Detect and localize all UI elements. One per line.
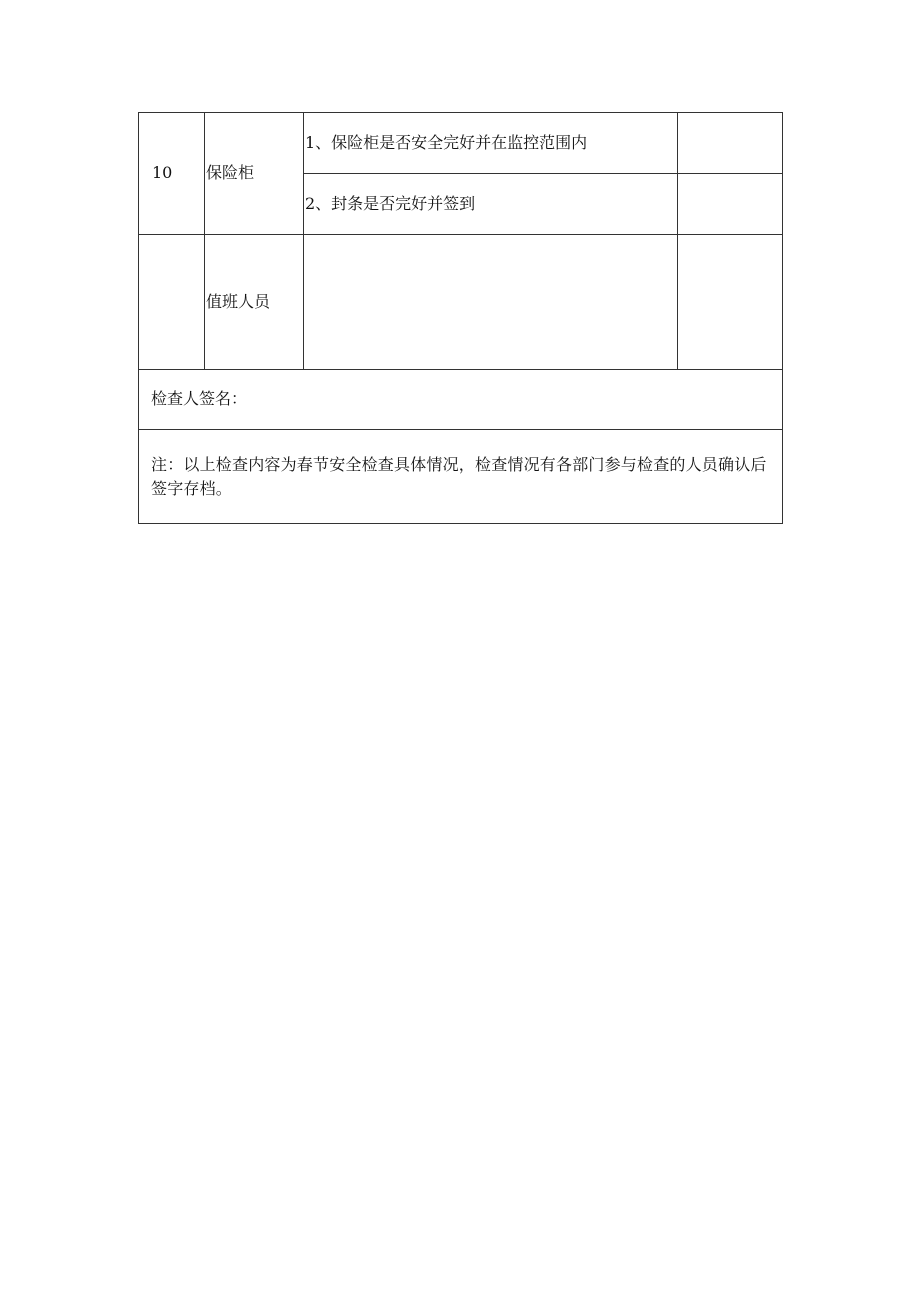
note-cell: 注：以上检查内容为春节安全检查具体情况，检查情况有各部门参与检查的人员确认后签字存档。 — [139, 430, 783, 524]
result-cell[interactable] — [678, 174, 783, 235]
table-row — [139, 430, 783, 524]
table-row — [139, 113, 783, 174]
result-cell[interactable] — [678, 113, 783, 174]
safety-check-table — [138, 112, 783, 524]
check-item-cell[interactable] — [304, 235, 678, 370]
category-cell-safe: 保险柜 — [205, 113, 304, 235]
table-row — [139, 235, 783, 370]
check-item-cell: 2、封条是否完好并签到 — [304, 174, 678, 235]
row-number-cell: 10 — [139, 113, 205, 235]
signature-cell[interactable]: 检查人签名： — [139, 370, 783, 430]
row-number-cell — [139, 235, 205, 370]
table-row — [139, 370, 783, 430]
category-cell-duty: 值班人员 — [205, 235, 304, 370]
result-cell[interactable] — [678, 235, 783, 370]
check-item-cell: 1、保险柜是否安全完好并在监控范围内 — [304, 113, 678, 174]
